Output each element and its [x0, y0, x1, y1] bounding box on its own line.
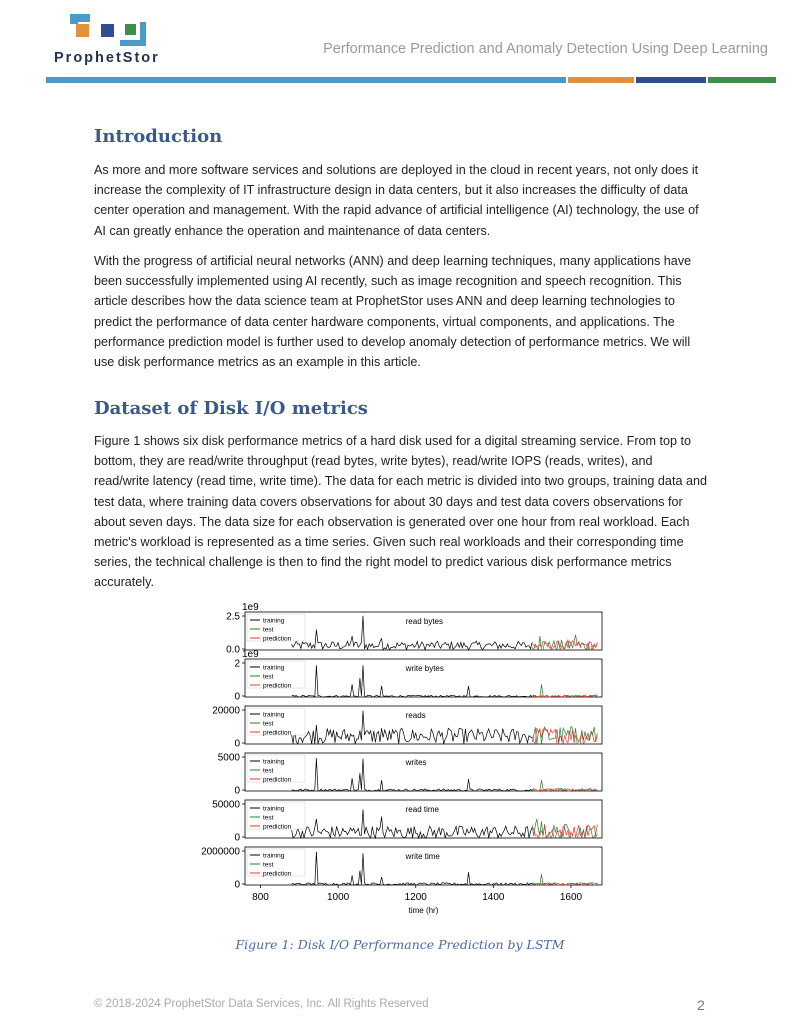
- y-tick-label: 20000: [212, 705, 240, 717]
- logo-mark: [70, 14, 150, 50]
- legend-label: test: [263, 861, 274, 869]
- legend-label: training: [263, 664, 285, 672]
- header-rule-orange: [568, 77, 634, 83]
- legend-label: prediction: [263, 682, 292, 690]
- y-multiplier: 1e9: [242, 602, 259, 613]
- y-tick-label: 5000: [217, 752, 240, 764]
- disk-io-chart: [200, 602, 620, 922]
- legend-label: training: [263, 758, 285, 766]
- panel-title: write bytes: [405, 664, 444, 673]
- legend-label: prediction: [263, 870, 292, 878]
- panel-title: read bytes: [405, 617, 444, 626]
- y-tick-label: 50000: [212, 799, 240, 811]
- y-tick-label: 0.0: [226, 644, 240, 656]
- legend-label: prediction: [263, 635, 292, 643]
- x-tick-label: 800: [252, 892, 269, 903]
- page-number: 2: [697, 997, 705, 1013]
- x-axis-label: time (hr): [408, 906, 439, 915]
- y-multiplier: 1e9: [242, 649, 259, 660]
- intro-paragraph-2: With the progress of artificial neural networks (ANN) and deep learning techniques, many applications have been successfully implemented using AI recently, such as image recognition and speech recognition. This article describes how the data science team at ProphetStor uses ANN and deep learning technologies to predict the performance of data center hardware components, virtual components, and applications. The performance prediction model is further used to develop anomaly detection of performance metrics. We will use disk performance metrics as an example in this article.: [94, 254, 692, 370]
- legend-label: test: [263, 626, 274, 634]
- legend-label: training: [263, 805, 285, 813]
- y-tick-label: 0: [234, 832, 240, 844]
- x-tick-label: 1600: [559, 892, 583, 903]
- x-tick-label: 1200: [404, 892, 427, 903]
- legend-label: test: [263, 720, 274, 728]
- y-tick-label: 0: [234, 785, 240, 797]
- panel-title: writes: [405, 758, 427, 767]
- legend-label: training: [263, 852, 285, 860]
- header-rule-green: [708, 77, 776, 83]
- document-title: Performance Prediction and Anomaly Detection Using Deep Learning: [323, 41, 768, 57]
- legend-label: training: [263, 617, 285, 625]
- legend-label: test: [263, 814, 274, 822]
- section-heading-introduction: Introduction: [94, 126, 223, 147]
- series-test: [532, 684, 597, 697]
- legend-label: training: [263, 711, 285, 719]
- series-test: [532, 780, 597, 791]
- y-tick-label: 0: [234, 691, 240, 703]
- y-tick-label: 2.5: [226, 611, 240, 623]
- y-tick-label: 0: [234, 738, 240, 750]
- x-tick-label: 1400: [482, 892, 505, 903]
- legend-label: test: [263, 673, 274, 681]
- header-rule-navy: [636, 77, 706, 83]
- footer-copyright: © 2018-2024 ProphetStor Data Services, Inc. All Rights Reserved: [94, 998, 429, 1010]
- legend-label: prediction: [263, 729, 292, 737]
- dataset-paragraph: Figure 1 shows six disk performance metrics of a hard disk used for a digital streaming service. From top to bottom, they are read/write throughput (read bytes, write bytes), read/write IOPS (reads, writes), and read/write latency (read time, write time). The data for each metric is divided into two groups, training data and test data, where training data covers observations for about 30 days and test data covers observations for about seven days. The data size for each observation is generated over one hour from real workload. Each metric's workload is represented as a time series. Given such real workloads and their corresponding time series, the technical challenge is then to find the right model to predict various disk performance metrics accurately.: [94, 434, 707, 590]
- panel-title: reads: [405, 711, 426, 720]
- panel-title: write time: [405, 852, 440, 861]
- y-tick-label: 2000000: [201, 846, 240, 858]
- y-tick-label: 0: [234, 879, 240, 891]
- y-tick-label: 2: [234, 658, 240, 670]
- x-tick-label: 1000: [327, 892, 350, 903]
- section-heading-dataset: Dataset of Disk I/O metrics: [94, 398, 368, 419]
- figure-caption: Figure 1: Disk I/O Performance Prediction by LSTM: [235, 937, 565, 952]
- legend-label: prediction: [263, 776, 292, 784]
- panel-title: read time: [405, 805, 440, 814]
- logo-text: ProphetStor: [54, 50, 160, 66]
- header-rule-blue: [46, 77, 566, 83]
- legend-label: prediction: [263, 823, 292, 831]
- legend-label: test: [263, 767, 274, 775]
- intro-paragraph-1: As more and more software services and solutions are deployed in the cloud in recent years, not only does it increase the complexity of IT infrastructure design in data centers, but it also increases the difficulty of data center operation and management. With the rapid advance of artificial intelligence (AI) technology, the use of AI can greatly enhance the operation and maintenance of data centers.: [94, 163, 699, 238]
